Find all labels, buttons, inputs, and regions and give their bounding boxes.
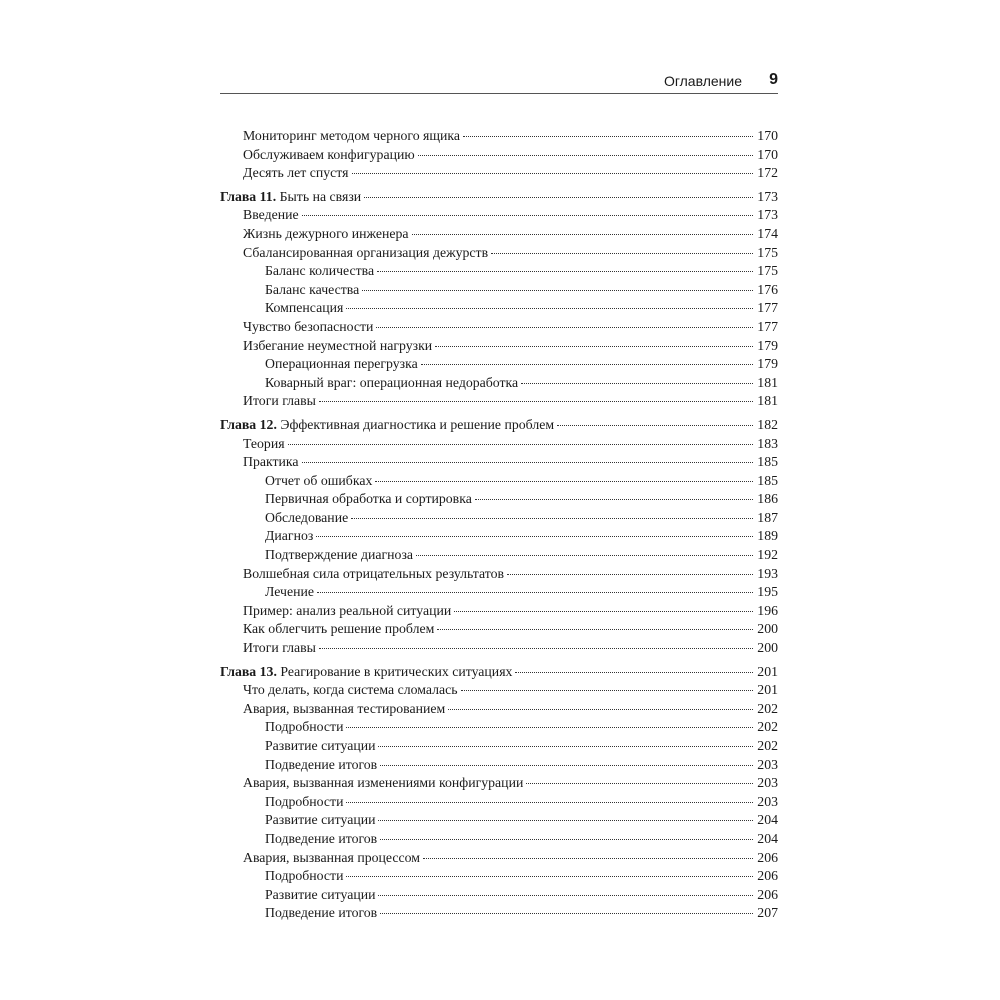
toc-entry-page: 175 (757, 244, 778, 260)
toc-entry-page: 196 (757, 602, 778, 618)
toc-entry (220, 812, 778, 831)
toc-entry-title: Итоги главы (243, 640, 316, 656)
toc-entry-title: Операционная перегрузка (265, 356, 418, 372)
toc-entry (220, 300, 778, 319)
toc-entry-page: 181 (757, 393, 778, 409)
dot-leader (377, 271, 753, 272)
toc-entry-title: Подробности (265, 793, 344, 809)
toc-entry-title: Авария, вызванная тестированием (243, 700, 446, 716)
toc-entry (220, 393, 778, 412)
toc-entry-title: Коварный враг: операционная недоработка (265, 374, 519, 390)
toc-entry-page: 202 (757, 700, 778, 716)
toc-entry-page: 185 (757, 454, 778, 470)
dot-leader (454, 611, 753, 612)
toc-entry-page: 193 (757, 565, 778, 581)
dot-leader (378, 895, 753, 896)
toc-entry-page: 181 (757, 374, 778, 390)
dot-leader (346, 802, 753, 803)
toc-entry-title: Обслуживаем конфигурацию (243, 146, 415, 162)
toc-entry-page: 202 (757, 738, 778, 753)
toc-entry-page: 186 (757, 491, 778, 507)
toc-entry-title: Эффективная диагностика и решение проблем (280, 416, 555, 432)
toc-entry-page: 173 (757, 188, 778, 204)
toc-entry (220, 528, 778, 547)
toc-entry-title: Авария, вызванная процессом (243, 849, 420, 865)
dot-leader (317, 592, 753, 593)
dot-leader (319, 648, 753, 649)
toc-entry (220, 850, 778, 869)
toc-entry (220, 375, 778, 394)
dot-leader (364, 197, 753, 198)
toc-entry-page: 185 (757, 472, 778, 488)
toc-entry-page: 175 (757, 263, 778, 279)
toc-entry (220, 245, 778, 264)
dot-leader (346, 876, 753, 877)
toc-entry (220, 226, 778, 245)
toc-entry-title: Подробности (265, 719, 344, 735)
toc-entry-title: Подведение итогов (265, 830, 378, 846)
toc-entry-page: 172 (757, 165, 778, 181)
toc-entry (220, 584, 778, 603)
toc-entry-page: 179 (757, 356, 778, 372)
dot-leader (376, 327, 753, 328)
toc-entry (220, 757, 778, 776)
toc-entry (220, 831, 778, 850)
toc-entry-title: Мониторинг методом черного ящика (243, 128, 461, 143)
toc-entry-page: 177 (757, 318, 778, 334)
toc-entry (220, 701, 778, 720)
toc-chapter-entry (220, 664, 778, 683)
toc-entry-title: Подведение итогов (265, 905, 378, 921)
toc-entry-title: Обследование (265, 509, 349, 525)
toc-entry-page: 192 (757, 547, 778, 563)
toc-entry-page: 183 (757, 435, 778, 451)
running-header-title: Оглавление (663, 73, 742, 89)
toc-entry-page: 179 (757, 337, 778, 353)
toc-entry-title: Компенсация (265, 300, 344, 316)
toc-entry (220, 356, 778, 375)
dot-leader (302, 462, 753, 463)
toc-entry-page: 170 (757, 128, 778, 143)
toc-entry (220, 682, 778, 701)
toc-entry-page: 206 (757, 868, 778, 884)
dot-leader (491, 253, 753, 254)
toc-entry-page: 177 (757, 300, 778, 316)
toc-entry (220, 282, 778, 301)
toc-entry-page: 187 (757, 509, 778, 525)
toc-entry (220, 436, 778, 455)
toc-entry-title: Развитие ситуации (265, 886, 376, 902)
toc-entry-page: 200 (757, 640, 778, 656)
toc-entry-page: 201 (757, 663, 778, 679)
chapter-label: Глава 12. (220, 416, 277, 432)
toc-entry-page: 206 (757, 849, 778, 865)
toc-entry-page: 203 (757, 756, 778, 772)
toc-entry (220, 263, 778, 282)
toc-entry-title: Диагноз (265, 528, 314, 544)
toc-entry (220, 603, 778, 622)
toc-entry-page: 176 (757, 281, 778, 297)
dot-leader (515, 672, 753, 673)
dot-leader (346, 727, 753, 728)
toc-entry (220, 454, 778, 473)
toc-entry-page: 189 (757, 528, 778, 544)
toc-entry-title: Подтверждение диагноза (265, 547, 414, 563)
toc-entry-page: 203 (757, 793, 778, 809)
toc-entry (220, 207, 778, 226)
dot-leader (412, 234, 753, 235)
dot-leader (448, 709, 753, 710)
dot-leader (378, 746, 753, 747)
toc-entry-title: Волшебная сила отрицательных результатов (243, 565, 505, 581)
toc-entry-title: Итоги главы (243, 393, 316, 409)
toc-entry (220, 319, 778, 338)
page-number: 9 (769, 71, 778, 88)
dot-leader (437, 629, 753, 630)
toc-entry (220, 905, 778, 924)
toc-entry-title: Как облегчить решение проблем (243, 621, 435, 637)
toc-entry (220, 887, 778, 906)
toc-entry-title: Подведение итогов (265, 756, 378, 772)
toc-entry (220, 510, 778, 529)
toc-entry (220, 547, 778, 566)
table-of-contents (220, 128, 778, 924)
toc-entry-title: Что делать, когда система сломалась (243, 682, 458, 698)
toc-entry-page: 201 (757, 682, 778, 698)
dot-leader (319, 401, 753, 402)
toc-entry-title: Избегание неуместной нагрузки (243, 337, 433, 353)
toc-entry-title: Пример: анализ реальной ситуации (243, 602, 452, 618)
toc-entry-page: 174 (757, 225, 778, 241)
toc-entry-title: Теория (243, 435, 285, 451)
toc-entry-title: Развитие ситуации (265, 812, 376, 828)
dot-leader (463, 136, 753, 137)
toc-entry (220, 640, 778, 659)
toc-entry-title: Лечение (265, 584, 314, 600)
dot-leader (435, 346, 753, 347)
toc-entry (220, 128, 778, 147)
toc-entry-page: 173 (757, 207, 778, 223)
dot-leader (375, 481, 753, 482)
toc-chapter-entry (220, 417, 778, 436)
dot-leader (418, 155, 753, 156)
toc-entry (220, 147, 778, 166)
dot-leader (423, 858, 753, 859)
toc-entry-title: Жизнь дежурного инженера (243, 225, 409, 241)
toc-entry-title: Реагирование в критических ситуациях (280, 663, 513, 679)
dot-leader (351, 518, 753, 519)
toc-entry-title: Подробности (265, 868, 344, 884)
dot-leader (421, 364, 753, 365)
toc-entry-title: Баланс количества (265, 263, 375, 279)
toc-entry-page: 204 (757, 812, 778, 828)
toc-entry-page: 200 (757, 621, 778, 637)
dot-leader (378, 820, 753, 821)
chapter-label: Глава 11. (220, 188, 277, 204)
toc-entry (220, 738, 778, 757)
toc-entry (220, 491, 778, 510)
dot-leader (380, 765, 753, 766)
dot-leader (352, 173, 754, 174)
toc-entry-title: Десять лет спустя (243, 165, 349, 181)
toc-entry-page: 195 (757, 584, 778, 600)
toc-entry-page: 170 (757, 146, 778, 162)
toc-entry-title: Быть на связи (279, 188, 362, 204)
dot-leader (288, 444, 753, 445)
toc-entry-page: 207 (757, 905, 778, 921)
dot-leader (316, 536, 753, 537)
toc-chapter-entry (220, 189, 778, 208)
toc-entry-title: Авария, вызванная изменениями конфигурации (243, 775, 524, 791)
toc-entry (220, 775, 778, 794)
dot-leader (380, 913, 753, 914)
toc-entry (220, 719, 778, 738)
toc-entry-page: 202 (757, 719, 778, 735)
toc-entry (220, 794, 778, 813)
dot-leader (416, 555, 753, 556)
toc-entry-page: 182 (757, 416, 778, 432)
dot-leader (380, 839, 753, 840)
dot-leader (521, 383, 753, 384)
toc-entry-title: Практика (243, 454, 299, 470)
toc-entry (220, 868, 778, 887)
toc-entry-page: 203 (757, 775, 778, 791)
dot-leader (461, 690, 753, 691)
dot-leader (526, 783, 753, 784)
toc-entry-title: Баланс качества (265, 281, 360, 297)
toc-entry (220, 338, 778, 357)
dot-leader (557, 425, 753, 426)
dot-leader (362, 290, 753, 291)
toc-entry-title: Введение (243, 207, 299, 223)
toc-entry (220, 621, 778, 640)
toc-entry-title: Чувство безопасности (243, 318, 374, 334)
toc-entry-title: Первичная обработка и сортировка (265, 491, 472, 507)
dot-leader (507, 574, 753, 575)
chapter-label: Глава 13. (220, 663, 277, 679)
toc-entry (220, 473, 778, 492)
toc-entry-page: 204 (757, 830, 778, 846)
toc-entry (220, 566, 778, 585)
toc-entry-title: Развитие ситуации (265, 738, 376, 753)
running-header (220, 71, 778, 94)
toc-entry-page: 206 (757, 886, 778, 902)
toc-entry (220, 165, 778, 184)
toc-entry-title: Отчет об ошибках (265, 472, 373, 488)
dot-leader (475, 499, 753, 500)
dot-leader (302, 215, 753, 216)
toc-entry-title: Сбалансированная организация дежурств (243, 244, 489, 260)
dot-leader (346, 308, 753, 309)
